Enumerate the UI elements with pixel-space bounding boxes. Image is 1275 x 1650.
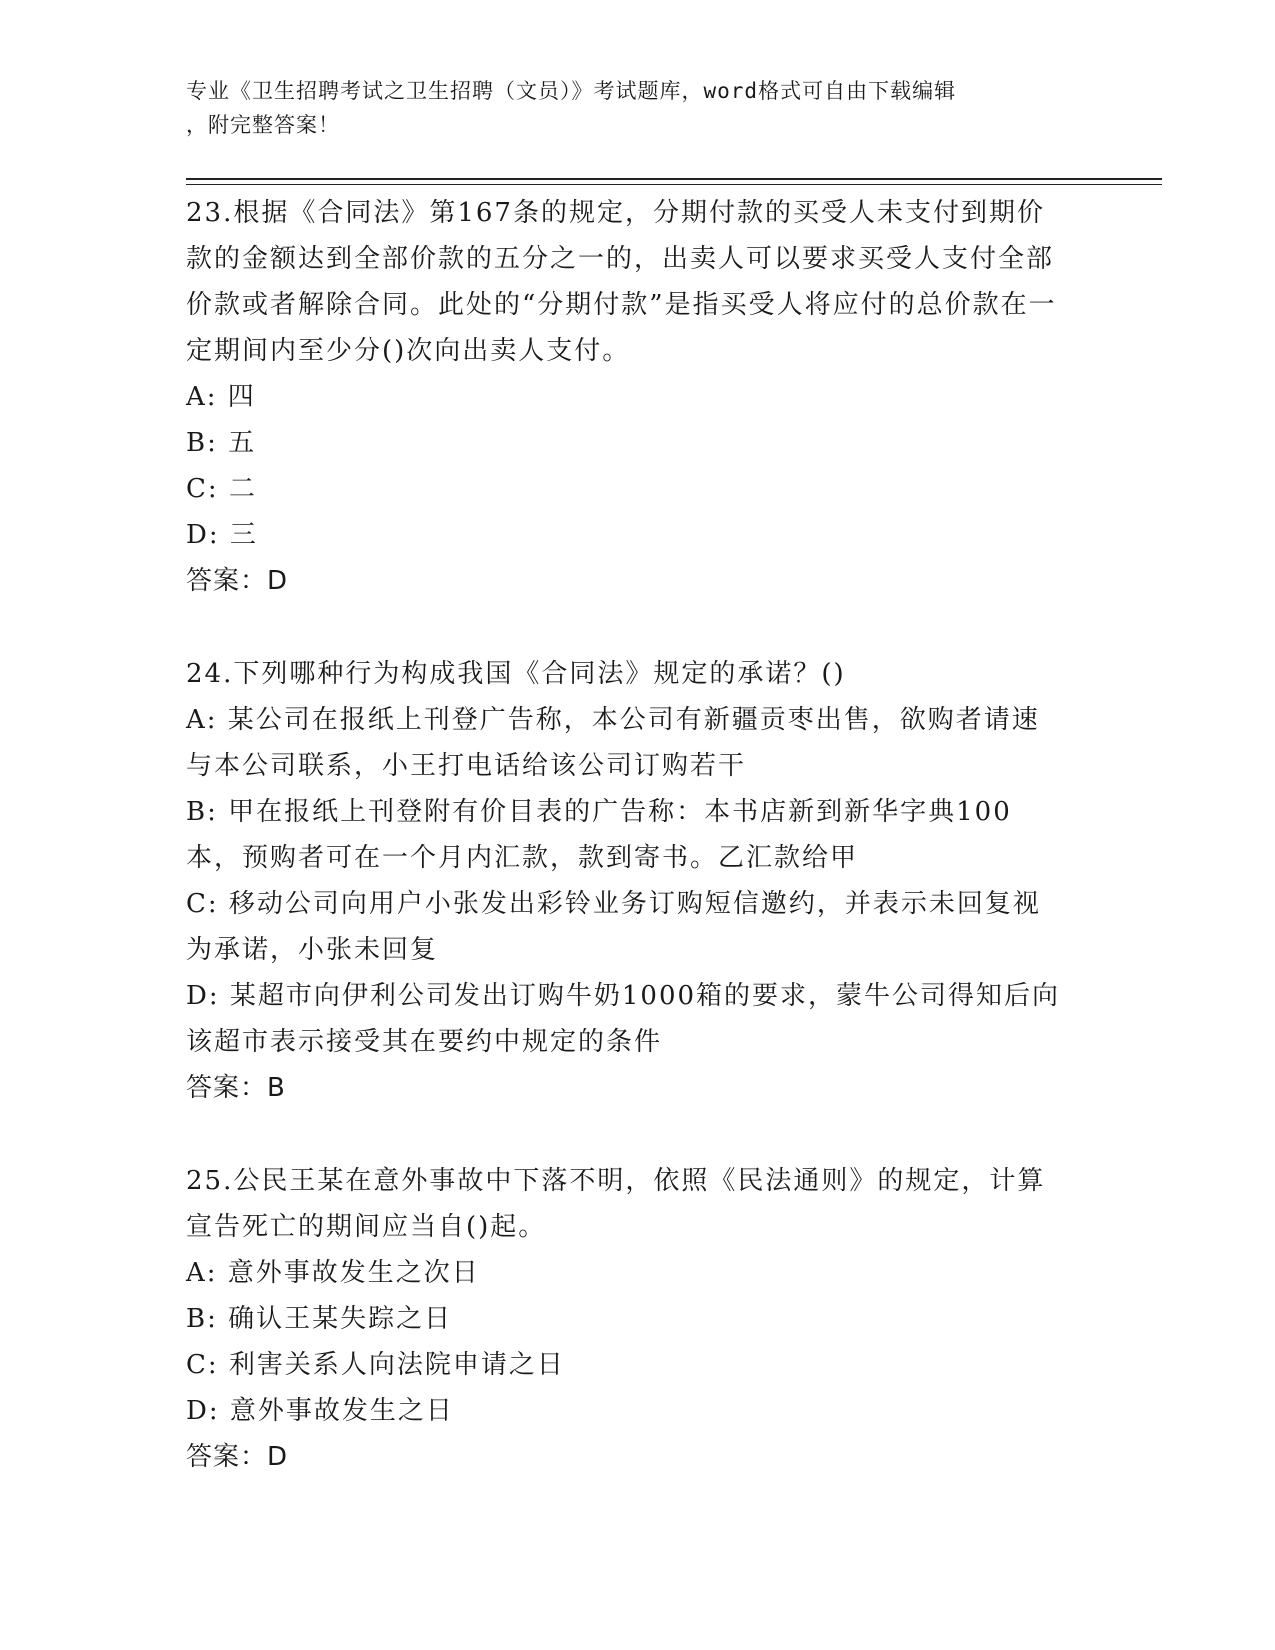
option-a: A: 某公司在报纸上刊登广告称，本公司有新疆贡枣出售，欲购者请速与本公司联系，小王打电话给该公司订购若干 <box>186 705 1040 781</box>
option-b: B: 确认王某失踪之日 <box>186 1304 453 1334</box>
option-c: C: 移动公司向用户小张发出彩铃业务订购短信邀约，并表示未回复视为承诺，小张未回复 <box>186 889 1041 965</box>
option-d: D: 某超市向伊利公司发出订购牛奶1000箱的要求，蒙牛公司得知后向该超市表示接受其在要约中规定的条件 <box>186 981 1061 1057</box>
question-25 <box>186 1158 1066 1480</box>
answer: 答案：D <box>186 1442 289 1472</box>
option-a: A: 意外事故发生之次日 <box>186 1258 480 1288</box>
question-text: 25.公民王某在意外事故中下落不明，依照《民法通则》的规定，计算宣告死亡的期间应当自()起。 <box>186 1166 1046 1242</box>
question-text: 23.根据《合同法》第167条的规定，分期付款的买受人未支付到期价款的金额达到全部价款的五分之一的，出卖人可以要求买受人支付全部价款或者解除合同。此处的“分期付款”是指买受人将应付的总价款在一定期间内至少分()次向出卖人支付。 <box>186 198 1057 366</box>
option-b: B: 甲在报纸上刊登附有价目表的广告称：本书店新到新华字典100本，预购者可在一个月内汇款，款到寄书。乙汇款给甲 <box>186 797 1012 873</box>
question-23 <box>186 190 1066 604</box>
question-text: 24.下列哪种行为构成我国《合同法》规定的承诺？() <box>186 659 846 689</box>
option-d: D: 三 <box>186 520 258 550</box>
option-a: A: 四 <box>186 382 256 412</box>
header-line-2: ，附完整答案！ <box>186 113 340 137</box>
answer: 答案：D <box>186 566 289 596</box>
document-header <box>186 74 1066 142</box>
header-divider-thick <box>186 178 1162 180</box>
answer: 答案：B <box>186 1073 286 1103</box>
question-list <box>186 190 1066 1527</box>
option-c: C: 二 <box>186 474 257 504</box>
option-b: B: 五 <box>186 428 257 458</box>
header-line-1: 专业《卫生招聘考试之卫生招聘（文员）》考试题库，word格式可自由下载编辑 <box>186 79 957 103</box>
header-divider-thin <box>186 184 1162 185</box>
option-c: C: 利害关系人向法院申请之日 <box>186 1350 565 1380</box>
option-d: D: 意外事故发生之日 <box>186 1396 454 1426</box>
question-24 <box>186 651 1066 1111</box>
